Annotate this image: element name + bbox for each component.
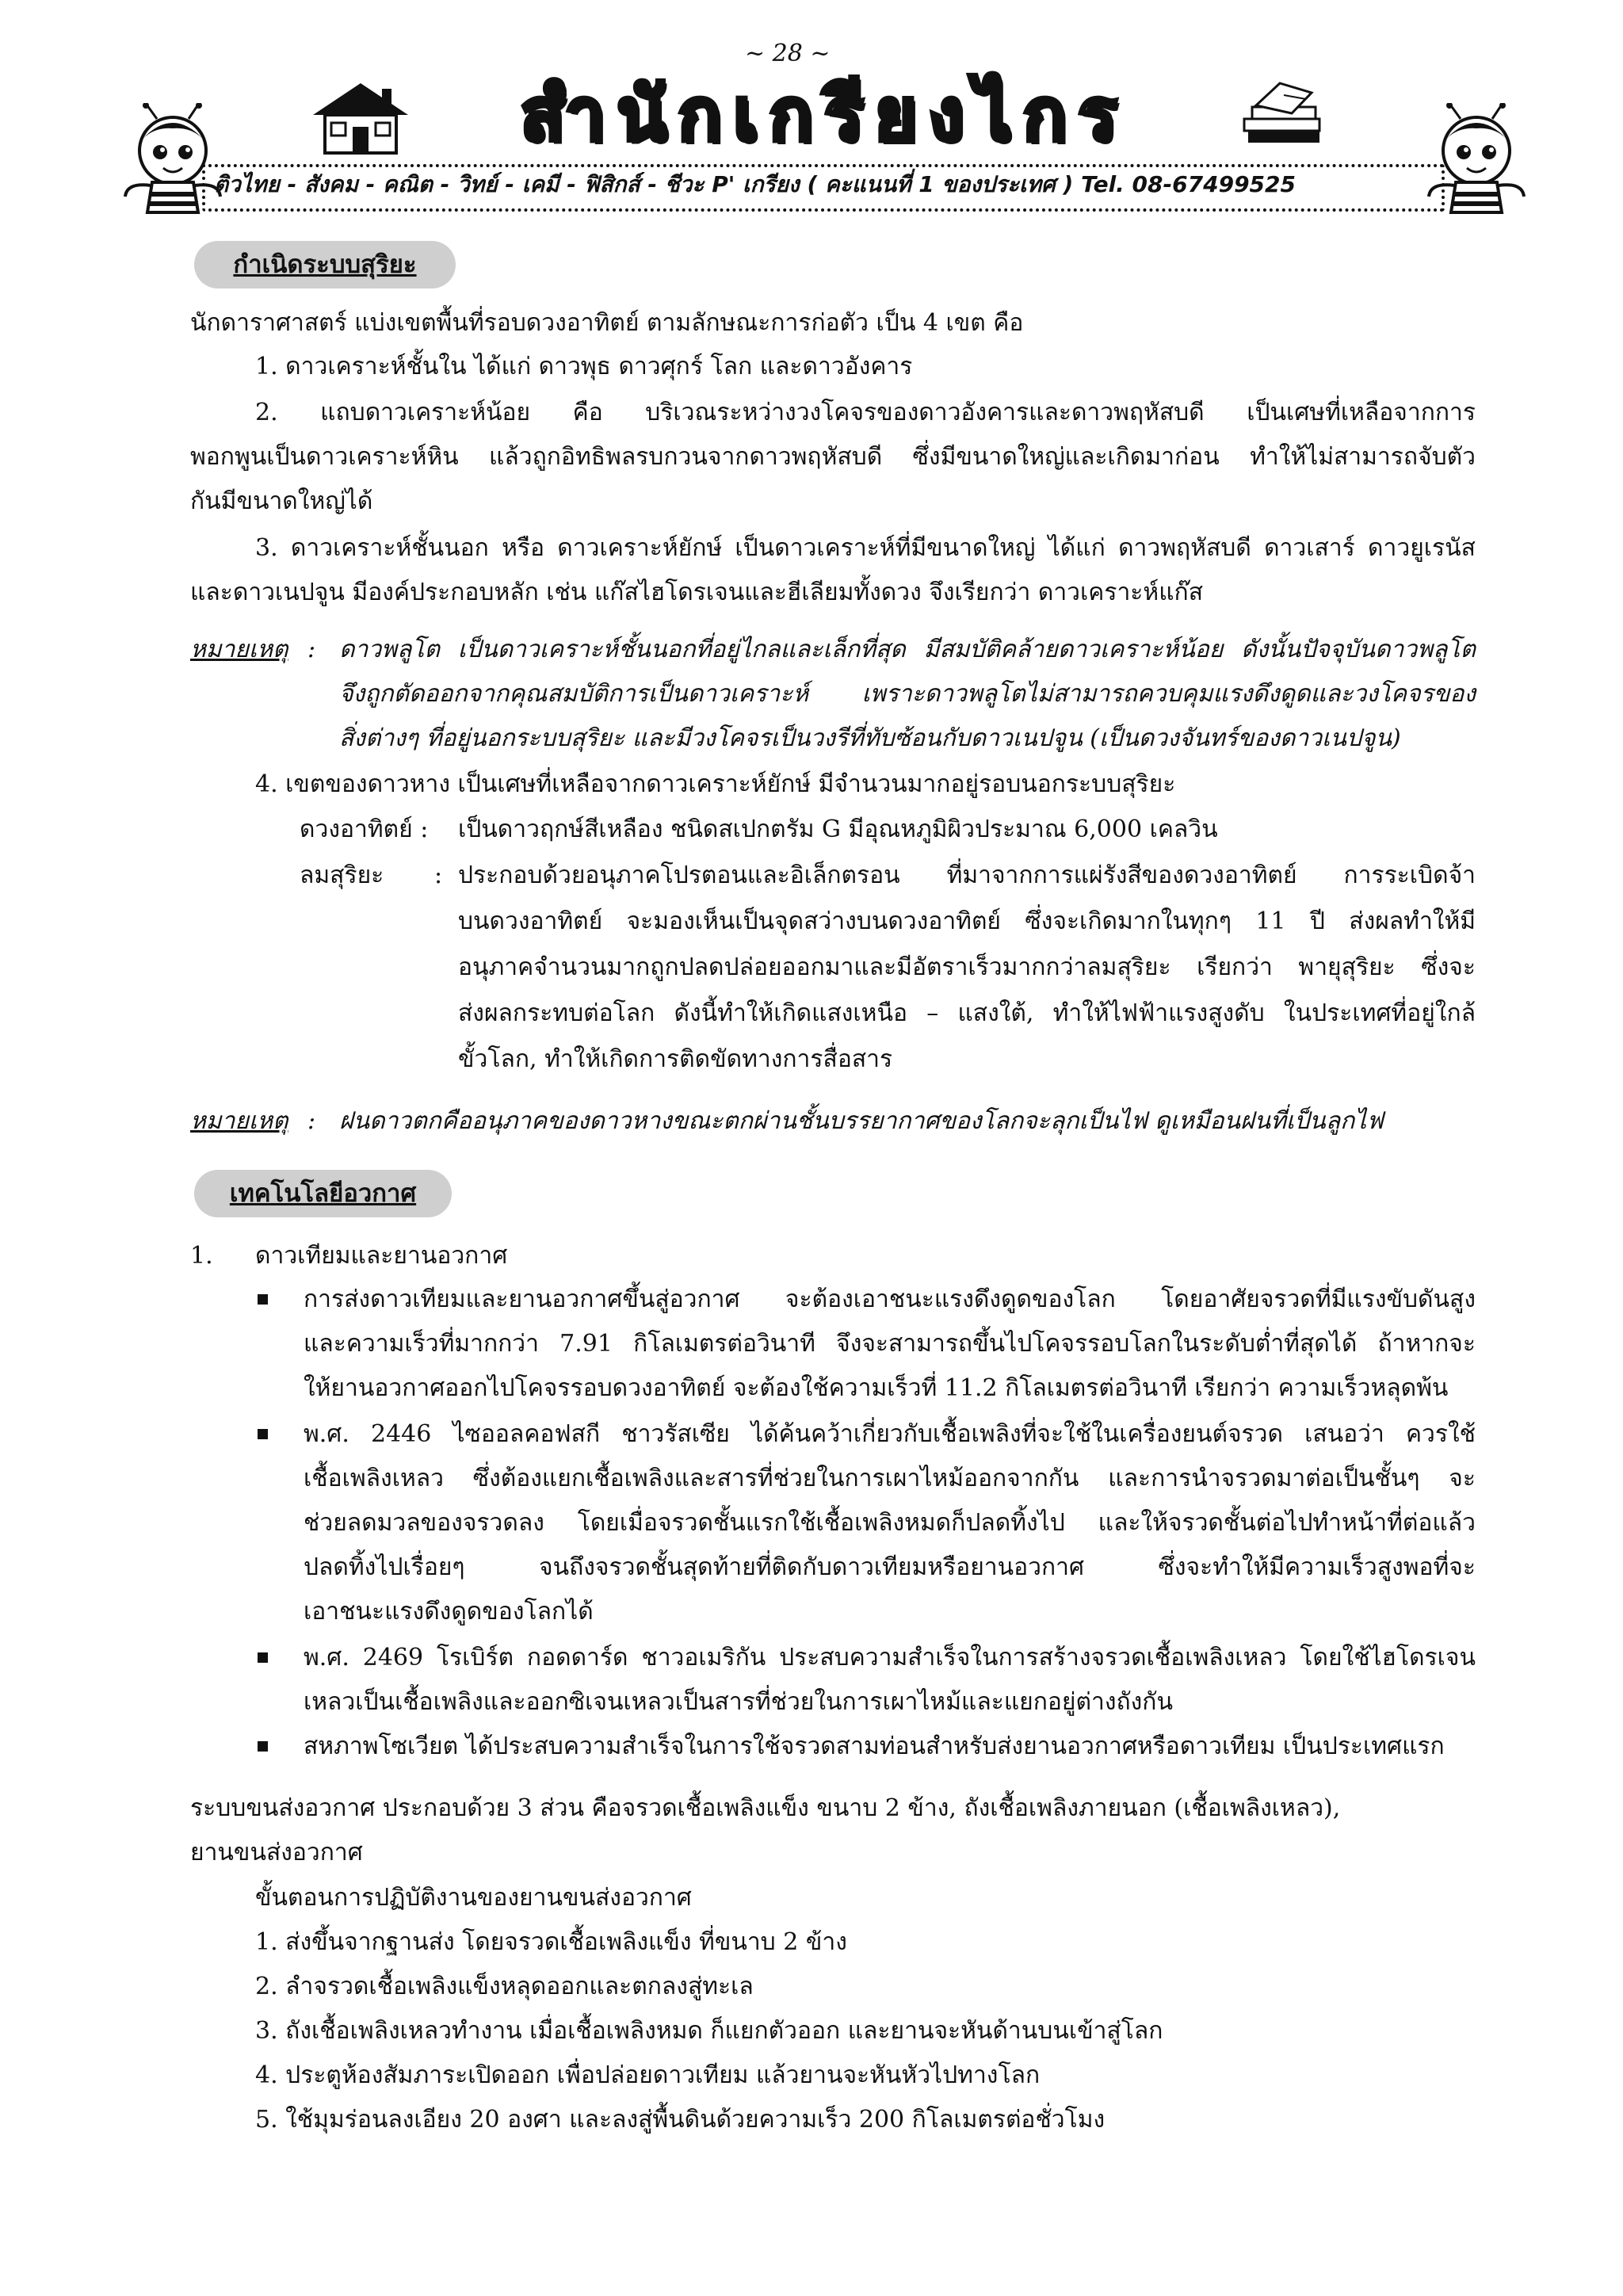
brand-logo-text: สำนักเกรียงไกร xyxy=(520,72,1128,157)
bullet-text: การส่งดาวเทียมและยานอวกาศขึ้นสู่อวกาศ จะต้องเอาชนะแรงดึงดูดของโลก โดยอาศัยจรวดที่มีแรงขับดันสูง xyxy=(304,1286,1476,1313)
subsection-title: ดาวเทียมและยานอวกาศ xyxy=(255,1242,508,1270)
term-definition: บนดวงอาทิตย์ จะมองเห็นเป็นจุดสว่างบนดวงอาทิตย์ ซึ่งจะเกิดมากในทุกๆ 11 ปี ส่งผลทำให้มี xyxy=(458,907,1476,935)
subsection-number: 1. xyxy=(190,1242,213,1270)
bullet-text: เหลวเป็นเชื้อเพลิงและออกซิเจนเหลวเป็นสารที่ช่วยในการเผาไหม้และแยกอยู่ต่างถังกัน xyxy=(304,1688,1173,1716)
bullet-icon xyxy=(258,1429,268,1439)
bullet-text: ช่วยลดมวลของจรวดลง โดยเมื่อจรวดชั้นแรกใช้เชื้อเพลิงหมดก็ปลดทิ้งไป และให้จรวดชั้นต่อไปทำหน้าที่ต่อแล้ว xyxy=(304,1509,1476,1537)
note-text: ดาวพลูโต เป็นดาวเคราะห์ชั้นนอกที่อยู่ไกลและเล็กที่สุด มีสมบัติคล้ายดาวเคราะห์น้อย ดังนั้นปัจจุบันดาวพลูโต xyxy=(339,636,1476,663)
bullet-text: และความเร็วที่มากกว่า 7.91 กิโลเมตรต่อวินาที จึงจะสามารถขึ้นไปโคจรรอบโลกในระดับต่ำที่สุดได้ ถ้าหากจะ xyxy=(304,1330,1476,1358)
term-definition: เป็นดาวฤกษ์สีเหลือง ชนิดสเปกตรัม G มีอุณหภูมิผิวประมาณ 6,000 เคลวิน xyxy=(458,816,1218,843)
term-label: ดวงอาทิตย์ : xyxy=(300,816,429,843)
note-label: หมายเหตุ xyxy=(190,1107,288,1135)
note-text: จึงถูกตัดออกจากคุณสมบัติการเป็นดาวเคราะห์ เพราะดาวพลูโตไม่สามารถควบคุมแรงดึงดูดและวงโคจรของ xyxy=(339,680,1476,708)
list-item-continuation: พอกพูนเป็นดาวเคราะห์หิน แล้วถูกอิทธิพลรบกวนจากดาวพฤหัสบดี ซึ่งมีขนาดใหญ่และเกิดมาก่อน ทำให้ไม่สามารถจับตัว xyxy=(190,443,1476,471)
list-item: 4. ประตูห้องสัมภาระเปิดออก เพื่อปล่อยดาวเทียม แล้วยานจะหันหัวไปทางโลก xyxy=(255,2061,1041,2089)
bullet-text: พ.ศ. 2469 โรเบิร์ต กอดดาร์ด ชาวอเมริกัน ประสบความสำเร็จในการสร้างจรวดเชื้อเพลิงเหลว โดยใช้ไฮโดรเจน xyxy=(304,1644,1476,1671)
term-definition: ประกอบด้วยอนุภาคโปรตอนและอิเล็กตรอน ที่มาจากการแผ่รังสีของดวงอาทิตย์ การระเบิดจ้า xyxy=(458,861,1476,889)
note-label: หมายเหตุ xyxy=(190,636,288,663)
bullet-icon xyxy=(258,1652,268,1663)
list-item: 2. ลำจรวดเชื้อเพลิงแข็งหลุดออกและตกลงสู่ทะเล xyxy=(255,1973,754,2000)
note-colon: : xyxy=(307,636,316,663)
paragraph: ยานขนส่งอวกาศ xyxy=(190,1839,363,1866)
note-text: สิ่งต่างๆ ที่อยู่นอกระบบสุริยะ และมีวงโคจรเป็นวงรีที่ทับซ้อนกับดาวเนปจูน (เป็นดวงจันทร์ของดาวเนปจูน) xyxy=(339,724,1401,752)
list-item: 3. ดาวเคราะห์ชั้นนอก หรือ ดาวเคราะห์ยักษ์ เป็นดาวเคราะห์ที่มีขนาดใหญ่ ได้แก่ ดาวพฤหัสบดี ดาวเสาร์ ดาวยูเรนัส xyxy=(255,534,1476,562)
page-number: ~ 28 ~ xyxy=(745,40,831,67)
term-definition: ส่งผลกระทบต่อโลก ดังนี้ทำให้เกิดแสงเหนือ – แสงใต้, ทำให้ไฟฟ้าแรงสูงดับ ในประเทศที่อยู่ใกล้ xyxy=(458,999,1476,1027)
term-label: ลมสุริยะ xyxy=(300,861,384,889)
note-text: ฝนดาวตกคืออนุภาคของดาวหางขณะตกผ่านชั้นบรรยากาศของโลกจะลุกเป็นไฟ ดูเหมือนฝนที่เป็นลูกไฟ xyxy=(339,1107,1384,1135)
house-icon xyxy=(309,79,412,155)
term-definition: ขั้วโลก, ทำให้เกิดการติดขัดทางการสื่อสาร xyxy=(458,1045,893,1073)
bullet-text: ให้ยานอวกาศออกไปโคจรรอบดวงอาทิตย์ จะต้องใช้ความเร็วที่ 11.2 กิโลเมตรต่อวินาที เรียกว่า ความเร็วหลุดพ้น xyxy=(304,1374,1449,1402)
bullet-text: เอาชนะแรงดึงดูดของโลกได้ xyxy=(304,1598,594,1626)
note-colon: : xyxy=(307,1107,316,1135)
bullet-text: สหภาพโซเวียต ได้ประสบความสำเร็จในการใช้จรวดสามท่อนสำหรับส่งยานอวกาศหรือดาวเทียม เป็นประเทศแรก xyxy=(304,1733,1445,1760)
bullet-icon xyxy=(258,1294,268,1305)
list-item: 2. แถบดาวเคราะห์น้อย คือ บริเวณระหว่างวงโคจรของดาวอังคารและดาวพฤหัสบดี เป็นเศษที่เหลือจากการ xyxy=(255,399,1476,426)
list-item-continuation: กันมีขนาดใหญ่ได้ xyxy=(190,487,373,515)
bullet-text: พ.ศ. 2446 ไซออลคอฟสกี ชาวรัสเซีย ได้ค้นคว้าเกี่ยวกับเชื้อเพลิงที่จะใช้ในเครื่องยนต์จรวด เสนอว่า ควรใช้ xyxy=(304,1420,1476,1448)
list-item: 3. ถังเชื้อเพลิงเหลวทำงาน เมื่อเชื้อเพลิงหมด ก็แยกตัวออก และยานจะหันด้านบนเข้าสู่โลก xyxy=(255,2017,1163,2045)
steps-title: ขั้นตอนการปฏิบัติงานของยานขนส่งอวกาศ xyxy=(255,1884,692,1912)
term-colon: : xyxy=(434,861,443,889)
books-icon xyxy=(1236,75,1327,151)
intro-paragraph: นักดาราศาสตร์ แบ่งเขตพื้นที่รอบดวงอาทิตย์ ตามลักษณะการก่อตัว เป็น 4 เขต คือ xyxy=(190,309,1024,337)
list-item: 4. เขตของดาวหาง เป็นเศษที่เหลือจากดาวเคราะห์ยักษ์ มีจำนวนมากอยู่รอบนอกระบบสุริยะ xyxy=(255,770,1176,798)
list-item: 1. ส่งขึ้นจากฐานส่ง โดยจรวดเชื้อเพลิงแข็ง ที่ขนาบ 2 ข้าง xyxy=(255,1928,847,1956)
list-item: 1. ดาวเคราะห์ชั้นใน ได้แก่ ดาวพุธ ดาวศุกร์ โลก และดาวอังคาร xyxy=(255,353,913,380)
subject-banner-text: ติวไทย - สังคม - คณิต - วิทย์ - เคมี - ฟิสิกส์ - ชีวะ P' เกรียง ( คะแนนที่ 1 ของประเทศ ) Tel. 08-67499525 xyxy=(214,171,1296,197)
bullet-text: ปลดทิ้งไปเรื่อยๆ จนถึงจรวดชั้นสุดท้ายที่ติดกับดาวเทียมหรือยานอวกาศ ซึ่งจะทำให้มีความเร็วสูงพอที่จะ xyxy=(304,1553,1476,1581)
list-item-continuation: และดาวเนปจูน มีองค์ประกอบหลัก เช่น แก๊สไฮโดรเจนและฮีเลียมทั้งดวง จึงเรียกว่า ดาวเคราะห์แก๊ส xyxy=(190,579,1204,606)
term-definition: อนุภาคจำนวนมากถูกปลดปล่อยออกมาและมีอัตราเร็วมากกว่าลมสุริยะ เรียกว่า พายุสุริยะ ซึ่งจะ xyxy=(458,953,1476,981)
section-heading-solar-system: กำเนิดระบบสุริยะ xyxy=(194,241,456,288)
list-item: 5. ใช้มุมร่อนลงเอียง 20 องศา และลงสู่พื้นดินด้วยความเร็ว 200 กิโลเมตรต่อชั่วโมง xyxy=(255,2106,1106,2134)
bullet-icon xyxy=(258,1741,268,1752)
section-heading-space-technology: เทคโนโลยีอวกาศ xyxy=(194,1170,452,1217)
bullet-text: เชื้อเพลิงเหลว ซึ่งต้องแยกเชื้อเพลิงและสารที่ช่วยในการเผาไหม้ออกจากกัน และการนำจรวดมาต่อเป็นชั้นๆ จะ xyxy=(304,1465,1476,1492)
paragraph: ระบบขนส่งอวกาศ ประกอบด้วย 3 ส่วน คือจรวดเชื้อเพลิงแข็ง ขนาบ 2 ข้าง, ถังเชื้อเพลิงภายนอก (เชื้อเพลิงเหลว), xyxy=(190,1794,1341,1822)
